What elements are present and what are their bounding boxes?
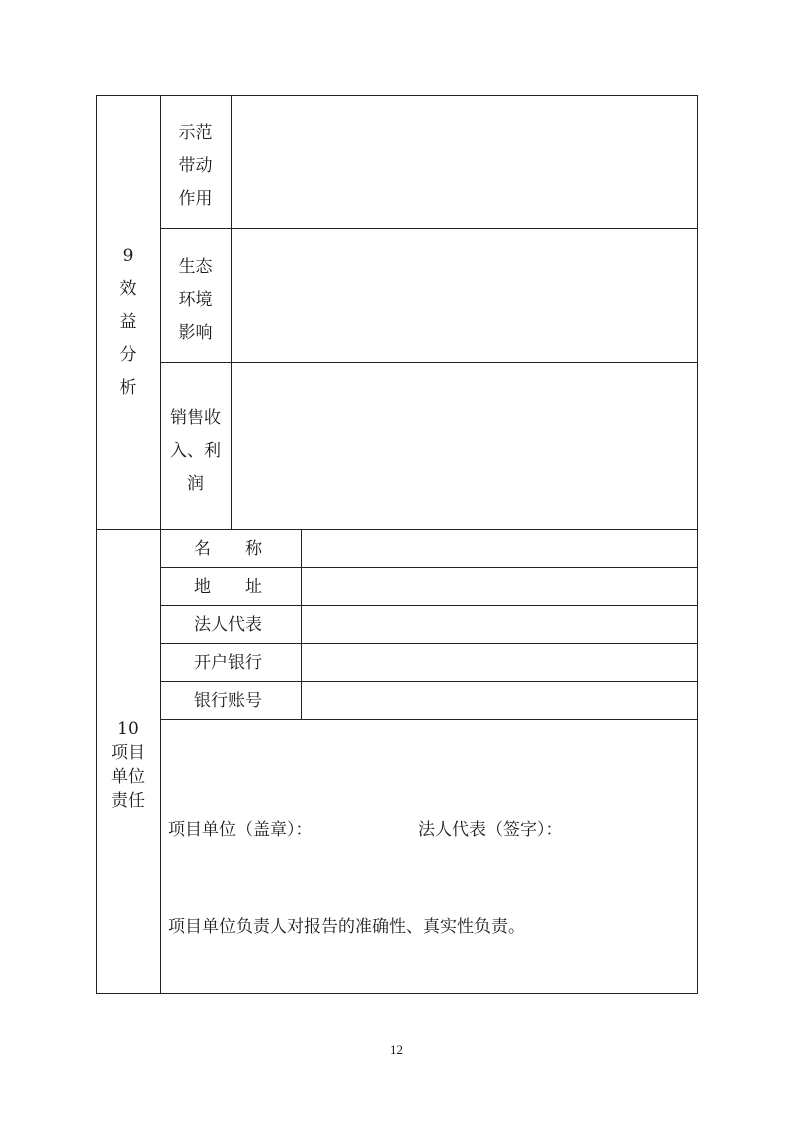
name-value-field[interactable] <box>302 530 697 567</box>
demonstration-content-field[interactable] <box>232 96 697 228</box>
section9-title-char: 分 <box>119 345 137 365</box>
row-label-sales <box>160 402 231 501</box>
sales-content-field[interactable] <box>232 363 697 529</box>
ecology-content-field[interactable] <box>232 229 697 362</box>
table-border-left <box>96 95 97 994</box>
table-border-right <box>697 95 698 994</box>
row-label-line: 影响 <box>178 323 213 343</box>
field-row-separator <box>160 719 698 720</box>
row-label-line: 入、利 <box>170 441 221 461</box>
table-border-bottom <box>96 993 698 994</box>
section9-title-char: 益 <box>119 312 137 332</box>
title-column-divider <box>160 95 161 994</box>
row-label-line: 环境 <box>178 290 213 310</box>
row-label-ecology <box>160 251 231 350</box>
section10-title <box>96 717 160 813</box>
section9-title-number: 9 <box>122 246 134 266</box>
section9-title-char: 析 <box>119 378 137 398</box>
field-label-address: 地 址 <box>194 577 262 597</box>
bank-value-field[interactable] <box>302 644 697 681</box>
section9-title-char: 效 <box>119 279 137 299</box>
section9-title <box>96 240 160 405</box>
row-label-line: 销售收 <box>170 408 221 428</box>
row-label-line: 作用 <box>178 189 213 209</box>
field-label-name: 名 称 <box>194 539 262 559</box>
section10-title-line: 10 <box>117 719 139 739</box>
address-value-field[interactable] <box>302 568 697 605</box>
row-label-line: 生态 <box>178 257 213 277</box>
section10-title-line: 单位 <box>111 767 145 787</box>
section10-title-line: 项目 <box>111 743 145 763</box>
field-label-legal-rep: 法人代表 <box>194 615 262 635</box>
row-label-demonstration <box>160 117 231 216</box>
responsibility-statement: 项目单位负责人对报告的准确性、真实性负责。 <box>168 917 525 937</box>
legal-rep-value-field[interactable] <box>302 606 697 643</box>
account-value-field[interactable] <box>302 682 697 719</box>
row-label-line: 润 <box>187 474 204 494</box>
row-label-line: 带动 <box>178 156 213 176</box>
field-label-account: 银行账号 <box>194 691 262 711</box>
row-label-line: 示范 <box>178 123 213 143</box>
field-label-bank: 开户银行 <box>194 653 262 673</box>
page-number: 12 <box>390 1042 403 1057</box>
signature-label: 法人代表（签字）： <box>418 820 563 840</box>
section10-title-line: 责任 <box>111 791 145 811</box>
seal-label: 项目单位（盖章）： <box>168 820 313 840</box>
